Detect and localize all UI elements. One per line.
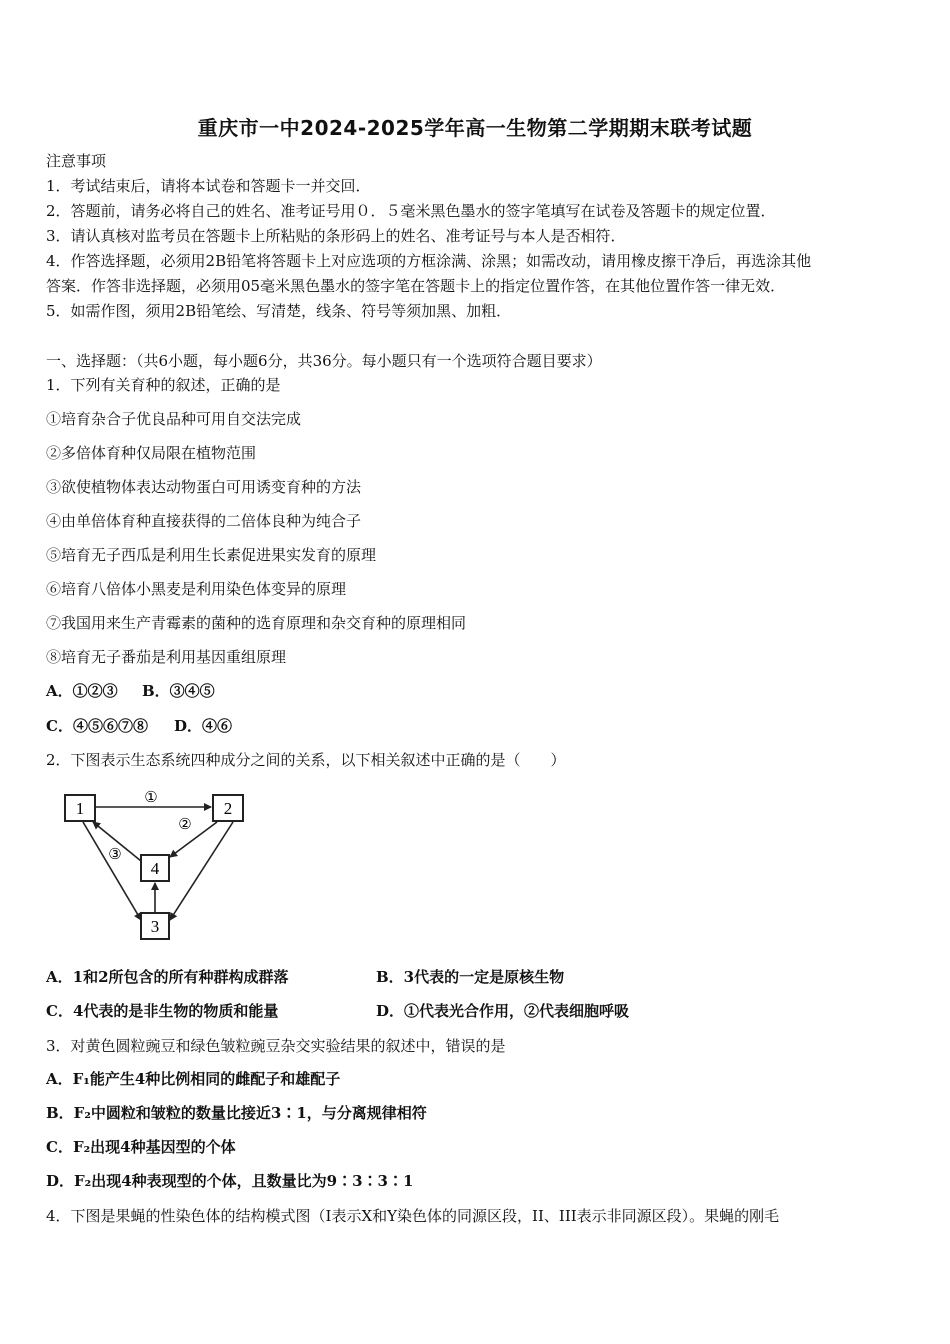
- q3-option-a: A．F₁能产生4种比例相同的雌配子和雄配子: [46, 1070, 341, 1088]
- question-3-stem: 3．对黄色圆粒豌豆和绿色皱粒豌豆杂交实验结果的叙述中，错误的是: [46, 1037, 506, 1055]
- page-title: 重庆市一中2024-2025学年高一生物第二学期期末联考试题: [197, 116, 753, 140]
- q1-statement: ④由单倍体育种直接获得的二倍体良种为纯合子: [46, 512, 362, 530]
- q3-option-b: B．F₂中圆粒和皱粒的数量比接近3∶1，与分离规律相符: [46, 1104, 427, 1122]
- question-2-stem: 2．下图表示生态系统四种成分之间的关系，以下相关叙述中正确的是（ ）: [46, 751, 566, 769]
- q1-statement: ⑧培育无子番茄是利用基因重组原理: [46, 648, 287, 666]
- q3-option-c: C．F₂出现4种基因型的个体: [46, 1138, 236, 1156]
- q1-option-d: D．④⑥: [174, 717, 233, 735]
- q1-statement: ②多倍体育种仅局限在植物范围: [46, 444, 257, 462]
- arrow-2-to-4: [170, 822, 217, 857]
- note-item: 4．作答选择题，必须用2B铅笔将答题卡上对应选项的方框涂满、涂黑；如需改动，请用橡皮擦干净后，再选涂其他: [46, 252, 812, 270]
- q2-option-c: C．4代表的是非生物的物质和能量: [46, 1002, 279, 1020]
- node-label-3: 3: [150, 917, 160, 936]
- q1-statement: ⑥培育八倍体小黑麦是利用染色体变异的原理: [46, 580, 347, 598]
- q1-statement: ⑦我国用来生产青霉素的菌种的选育原理和杂交育种的原理相同: [46, 614, 467, 632]
- note-item: 答案．作答非选择题，必须用05毫米黑色墨水的签字笔在答题卡上的指定位置作答，在其他位置作答一律无效．: [46, 277, 786, 295]
- q1-option-a: A．①②③: [46, 682, 118, 700]
- question-4-stem: 4．下图是果蝇的性染色体的结构模式图（I表示X和Y染色体的同源区段，II、III表示非同源区段）。果蝇的刚毛: [46, 1207, 780, 1225]
- q2-option-d: D．①代表光合作用，②代表细胞呼吸: [376, 1002, 630, 1020]
- node-label-4: 4: [150, 859, 160, 878]
- arrow-label-3: ③: [108, 847, 122, 863]
- note-item: 2．答题前，请务必将自己的姓名、准考证号用０．５毫米黑色墨水的签字笔填写在试卷及答题卡的规定位置．: [46, 202, 776, 220]
- q1-option-b: B．③④⑤: [142, 682, 215, 700]
- section-heading: 一、选择题：（共6小题，每小题6分，共36分。每小题只有一个选项符合题目要求）: [46, 352, 602, 370]
- note-item: 1．考试结束后，请将本试卷和答题卡一并交回．: [46, 177, 371, 195]
- node-label-1: 1: [75, 799, 85, 818]
- q2-option-a: A．1和2所包含的所有种群构成群落: [46, 968, 289, 986]
- node-label-2: 2: [223, 799, 233, 818]
- question-1-stem: 1．下列有关育种的叙述，正确的是: [46, 376, 281, 394]
- ecosystem-diagram: [55, 785, 255, 945]
- q1-statement: ⑤培育无子西瓜是利用生长素促进果实发育的原理: [46, 546, 377, 564]
- q1-statement: ③欲使植物体表达动物蛋白可用诱变育种的方法: [46, 478, 362, 496]
- q3-option-d: D．F₂出现4种表现型的个体，且数量比为9∶3∶3∶1: [46, 1172, 414, 1190]
- note-item: 5．如需作图，须用2B铅笔绘、写清楚，线条、符号等须加黑、加粗．: [46, 302, 512, 320]
- arrow-label-2: ②: [178, 817, 192, 833]
- arrow-2-to-3: [170, 822, 233, 920]
- notes-heading: 注意事项: [46, 152, 107, 170]
- arrow-label-1: ①: [144, 790, 158, 806]
- note-item: 3．请认真核对监考员在答题卡上所粘贴的条形码上的姓名、准考证号与本人是否相符．: [46, 227, 626, 245]
- q1-statement: ①培育杂合子优良品种可用自交法完成: [46, 410, 302, 428]
- q1-option-c: C．④⑤⑥⑦⑧: [46, 717, 148, 735]
- q2-option-b: B．3代表的一定是原核生物: [376, 968, 565, 986]
